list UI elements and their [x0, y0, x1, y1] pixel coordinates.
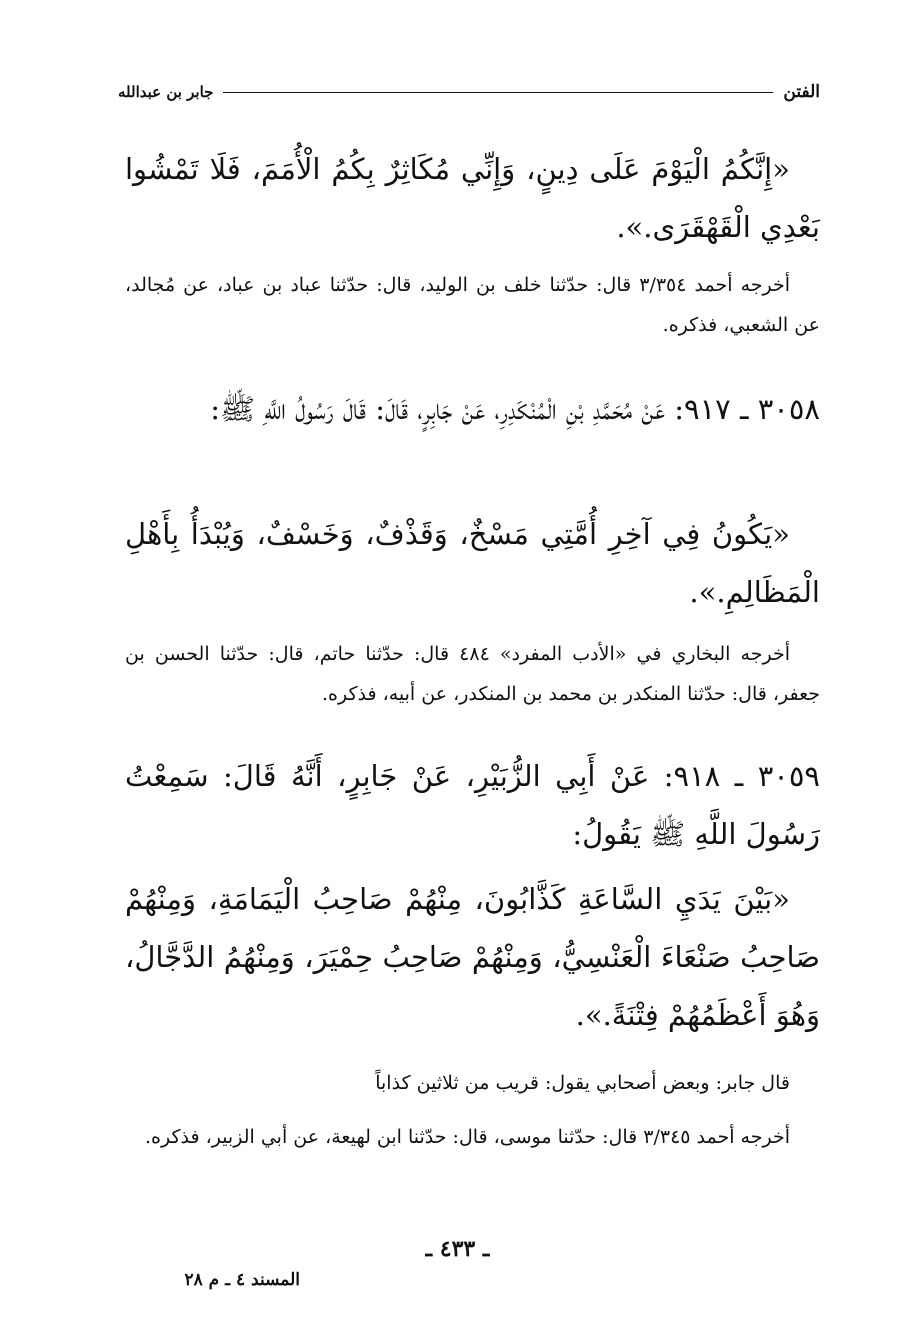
- takhrij-note-3058: أخرجه البخاري في «الأدب المفرد» ٤٨٤ قال: حدّثنا حاتم، قال: حدّثنا الحسن بن جعفر، قال: حدّثنا المنكدر بن محمد بن المنكدر، عن أبيه، فذكره.: [125, 643, 820, 705]
- takhrij-note-3059: أخرجه أحمد ٣/٣٤٥ قال: حدّثنا موسى، قال: حدّثنا ابن لهيعة، عن أبي الزبير، فذكره.: [144, 1126, 790, 1148]
- hadith-text-3059: «بَيْنَ يَدَيِ السَّاعَةِ كَذَّابُونَ، مِنْهُمْ صَاحِبُ الْيَمَامَةِ، وَمِنْهُمْ صَاحِبُ صَنْعَاءَ الْعَنْسِيُّ، وَمِنْهُمْ صَاحِبُ حِمْيَرَ، وَمِنْهُمُ الدَّجَّالُ، وَهُوَ أَعْظَمُهُمْ فِتْنَةً.».: [125, 882, 820, 1032]
- jabir-comment: قال جابر: وبعض أصحابي يقول: قريب من ثلاثين كذاباً: [375, 1072, 790, 1094]
- running-header: [118, 80, 820, 104]
- section-subtitle: جابر بن عبدالله: [118, 83, 214, 101]
- hadith-heading-3059: ٣٠٥٩ ـ ٩١٨: عَنْ أَبِي الزُّبَيْرِ، عَنْ جَابِرٍ، أَنَّهُ قَالَ: سَمِعْتُ رَسُولَ اللَّهِ ﷺ يَقُولُ:: [125, 759, 820, 851]
- page-number: ـ ٤٣٣ ـ: [425, 1236, 490, 1262]
- signature-mark: المسند ٤ ـ م ٢٨: [184, 1270, 300, 1290]
- chapter-title: الفتن: [783, 82, 820, 102]
- header-rule: [223, 92, 773, 93]
- hadith-heading-3058: ٣٠٥٨ ـ ٩١٧: عَنْ مُحَمَّدِ بْنِ الْمُنْكَدِرِ، عَنْ جَابِرٍ، قَالَ: قَالَ رَسُولُ اللَّهِ ﷺ:: [210, 392, 820, 426]
- takhrij-note-1: أخرجه أحمد ٣/٣٥٤ قال: حدّثنا خلف بن الوليد، قال: حدّثنا عباد بن عباد، عن مُجالد، عن الشعبي، فذكره.: [125, 274, 820, 336]
- hadith-text-3058: «يَكُونُ فِي آخِرِ أُمَّتِي مَسْخٌ، وَقَذْفٌ، وَخَسْفٌ، وَيُبْدَأُ بِأَهْلِ الْمَظَالِمِ.».: [125, 517, 820, 609]
- hadith-text-1: «إِنَّكُمُ الْيَوْمَ عَلَى دِينٍ، وَإِنِّي مُكَاثِرٌ بِكُمُ الْأُمَمَ، فَلَا تَمْشُوا بَعْدِي الْقَهْقَرَى.».: [125, 152, 820, 244]
